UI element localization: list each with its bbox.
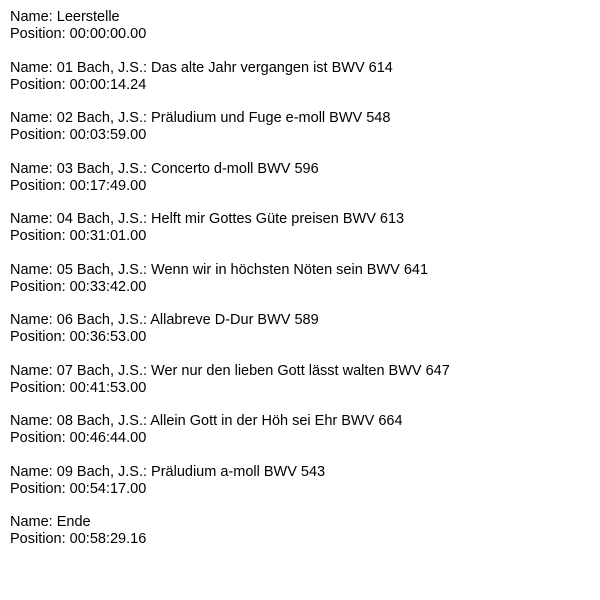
name-prefix: Name: [10, 362, 57, 379]
marker-name: Leerstelle [56, 9, 120, 25]
list-item [10, 211, 590, 262]
marker-position: 00:17:49.00 [69, 177, 147, 194]
marker-name-line [10, 312, 590, 329]
list-item [10, 514, 590, 565]
marker-name: 05 Bach, J.S.: Wenn wir in höchsten Nöten sein BWV 641 [56, 261, 429, 278]
position-prefix: Position: [10, 127, 70, 143]
marker-name-line [10, 161, 590, 178]
marker-name: 03 Bach, J.S.: Concerto d-moll BWV 596 [56, 160, 319, 177]
marker-position-line [10, 178, 590, 195]
list-item [10, 9, 590, 60]
name-prefix: Name: [10, 514, 57, 530]
marker-name: 09 Bach, J.S.: Präludium a-moll BWV 543 [56, 463, 326, 480]
marker-name: 06 Bach, J.S.: Allabreve D-Dur BWV 589 [56, 312, 319, 328]
marker-name: 01 Bach, J.S.: Das alte Jahr vergangen ist BWV 614 [56, 59, 393, 76]
list-item [10, 413, 590, 464]
marker-name-line [10, 514, 590, 531]
marker-position: 00:54:17.00 [69, 480, 147, 497]
list-item [10, 60, 590, 111]
marker-position: 00:03:59.00 [69, 127, 147, 143]
position-prefix: Position: [10, 177, 70, 194]
marker-name: 07 Bach, J.S.: Wer nur den lieben Gott lässt walten BWV 647 [56, 362, 450, 379]
name-prefix: Name: [10, 211, 57, 227]
name-prefix: Name: [10, 160, 57, 177]
name-prefix: Name: [10, 463, 57, 480]
position-prefix: Position: [10, 228, 70, 244]
marker-position-line [10, 26, 590, 43]
marker-position-line [10, 279, 590, 296]
position-prefix: Position: [10, 76, 70, 93]
marker-position: 00:00:00.00 [69, 26, 147, 42]
marker-position-line [10, 329, 590, 346]
list-item [10, 464, 590, 515]
marker-position-line [10, 481, 590, 498]
marker-position-line [10, 531, 590, 548]
marker-name: 04 Bach, J.S.: Helft mir Gottes Güte preisen BWV 613 [56, 211, 405, 227]
position-prefix: Position: [10, 329, 70, 345]
marker-position-line [10, 430, 590, 447]
name-prefix: Name: [10, 261, 57, 278]
marker-name: 02 Bach, J.S.: Präludium und Fuge e-moll BWV 548 [56, 110, 391, 126]
marker-position-line [10, 228, 590, 245]
marker-list [10, 9, 590, 565]
marker-name: Ende [56, 514, 91, 530]
marker-position: 00:00:14.24 [69, 76, 147, 93]
marker-name-line [10, 363, 590, 380]
marker-position-line [10, 77, 590, 94]
marker-name-line [10, 464, 590, 481]
position-prefix: Position: [10, 480, 70, 497]
position-prefix: Position: [10, 278, 70, 295]
marker-position: 00:46:44.00 [69, 430, 147, 446]
position-prefix: Position: [10, 430, 70, 446]
name-prefix: Name: [10, 110, 57, 126]
position-prefix: Position: [10, 379, 70, 396]
marker-position: 00:31:01.00 [69, 228, 147, 244]
list-item [10, 262, 590, 313]
list-item [10, 110, 590, 161]
marker-name: 08 Bach, J.S.: Allein Gott in der Höh sei Ehr BWV 664 [56, 413, 403, 429]
list-item [10, 161, 590, 212]
name-prefix: Name: [10, 59, 57, 76]
name-prefix: Name: [10, 413, 57, 429]
marker-name-line [10, 413, 590, 430]
marker-name-line [10, 60, 590, 77]
marker-name-line [10, 211, 590, 228]
name-prefix: Name: [10, 9, 57, 25]
marker-position: 00:41:53.00 [69, 379, 147, 396]
marker-position-line [10, 127, 590, 144]
marker-position: 00:36:53.00 [69, 329, 147, 345]
marker-name-line [10, 110, 590, 127]
marker-position: 00:33:42.00 [69, 278, 147, 295]
list-item [10, 363, 590, 414]
name-prefix: Name: [10, 312, 57, 328]
marker-position-line [10, 380, 590, 397]
marker-name-line [10, 262, 590, 279]
list-item [10, 312, 590, 363]
position-prefix: Position: [10, 531, 70, 547]
marker-position: 00:58:29.16 [69, 531, 147, 547]
marker-name-line [10, 9, 590, 26]
position-prefix: Position: [10, 26, 70, 42]
